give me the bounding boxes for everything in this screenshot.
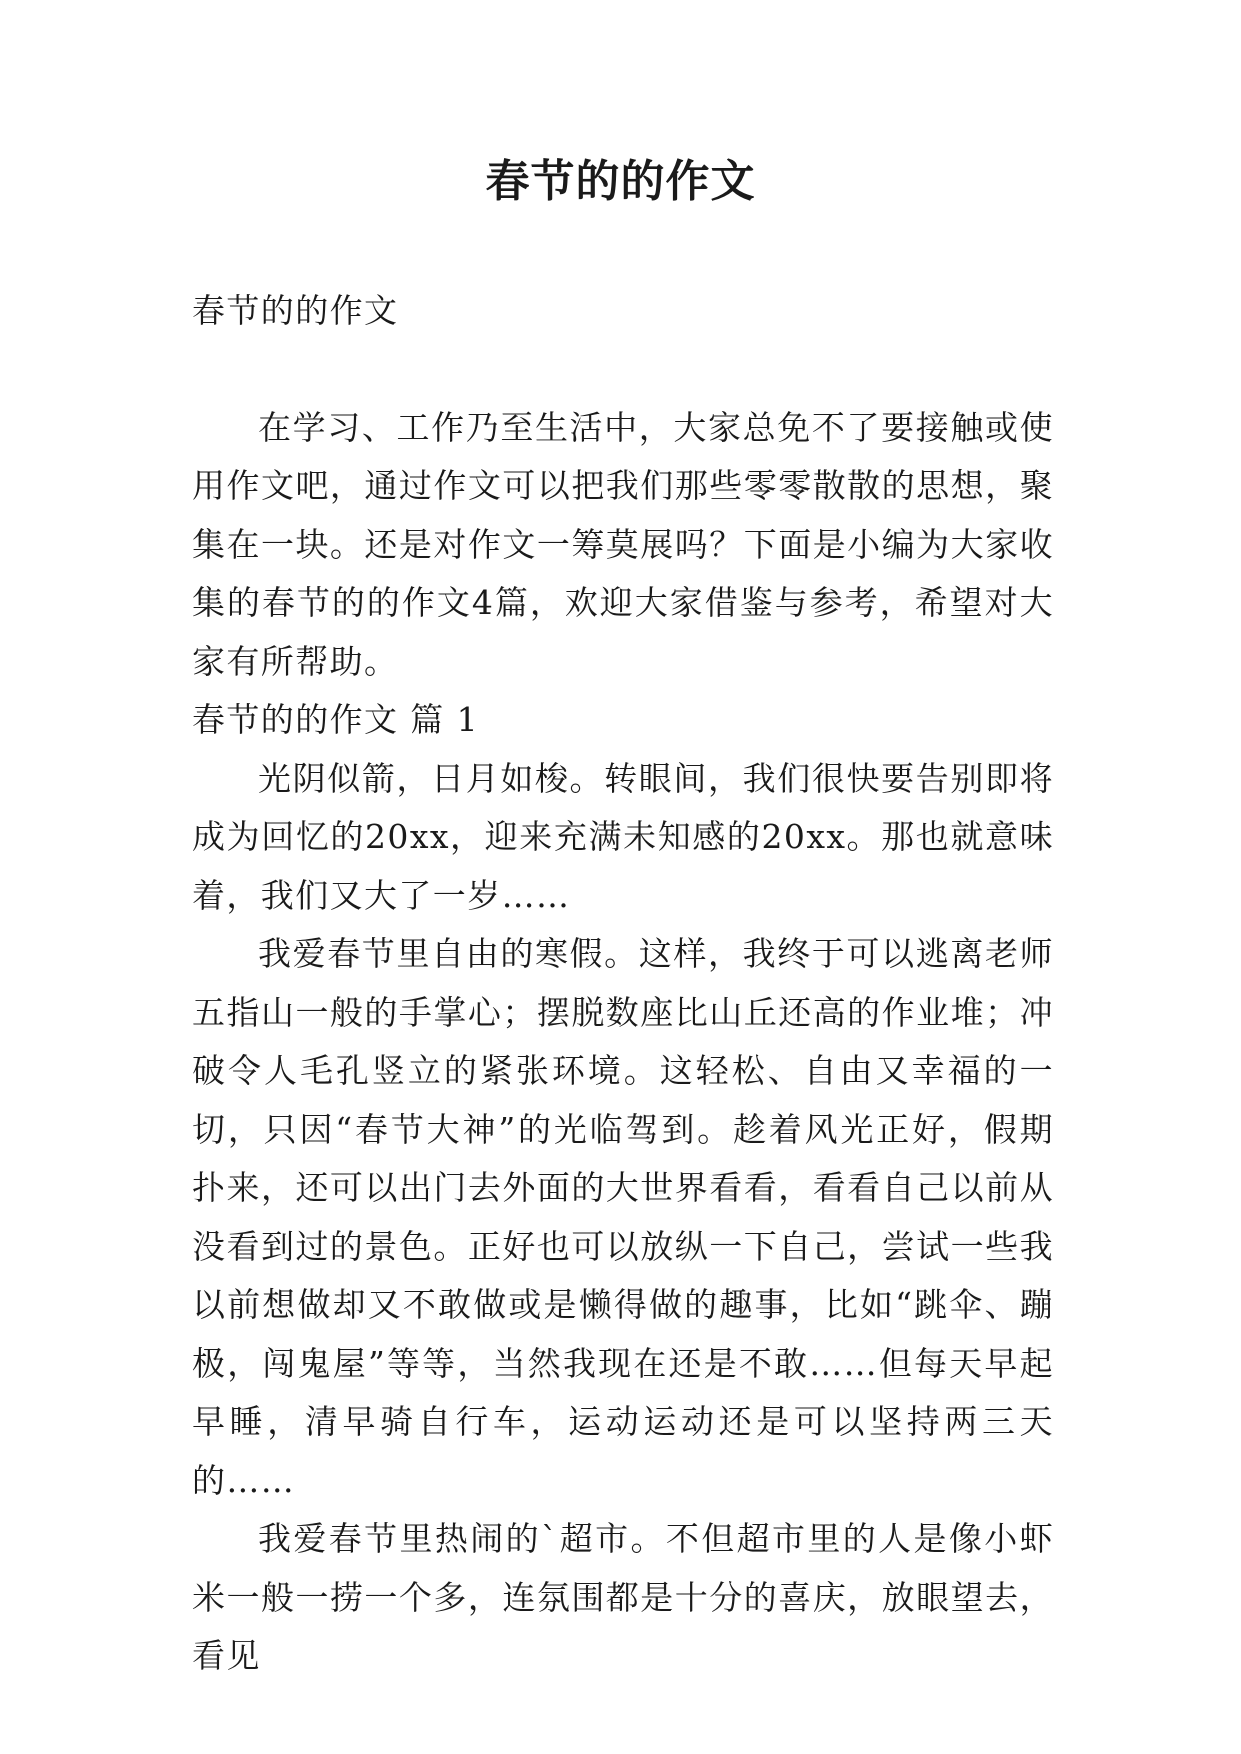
document-title: 春节的的作文 — [485, 156, 756, 207]
body-paragraph: 我爱春节里自由的寒假。这样，我终于可以逃离老师五指山一般的手掌心；摆脱数座比山丘还高的作业堆；冲破令人毛孔竖立的紧张环境。这轻松、自由又幸福的一切，只因“春节大神”的光临驾到。趁着风光正好，假期扑来，还可以出门去外面的大世界看看，看看自己以前从没看到过的景色。正好也可以放纵一下自己，尝试一些我以前想做却又不敢做或是懒得做的趣事，比如“跳伞、蹦极，闯鬼屋”等等，当然我现在还是不敢……但每天早起早睡，清早骑自行车，运动运动还是可以坚持两三天的…… — [192, 934, 1054, 1500]
body-paragraph: 光阴似箭，日月如梭。转眼间，我们很快要告别即将成为回忆的20xx，迎来充满未知感的20xx。那也就意味着，我们又大了一岁…… — [192, 758, 1054, 915]
document-subtitle: 春节的的作文 — [192, 291, 399, 330]
document-body — [192, 282, 1054, 1686]
intro-paragraph: 在学习、工作乃至生活中，大家总免不了要接触或使用作文吧，通过作文可以把我们那些零零散散的思想，聚集在一块。还是对作文一筹莫展吗？下面是小编为大家收集的春节的的作文4篇，欢迎大家借鉴与参考，希望对大家有所帮助。 — [192, 407, 1054, 681]
section-heading: 春节的的作文 篇 1 — [192, 700, 479, 739]
body-paragraph: 我爱春节里热闹的`超市。不但超市里的人是像小虾米一般一捞一个多，连氛围都是十分的喜庆，放眼望去，看见 — [192, 1519, 1054, 1675]
